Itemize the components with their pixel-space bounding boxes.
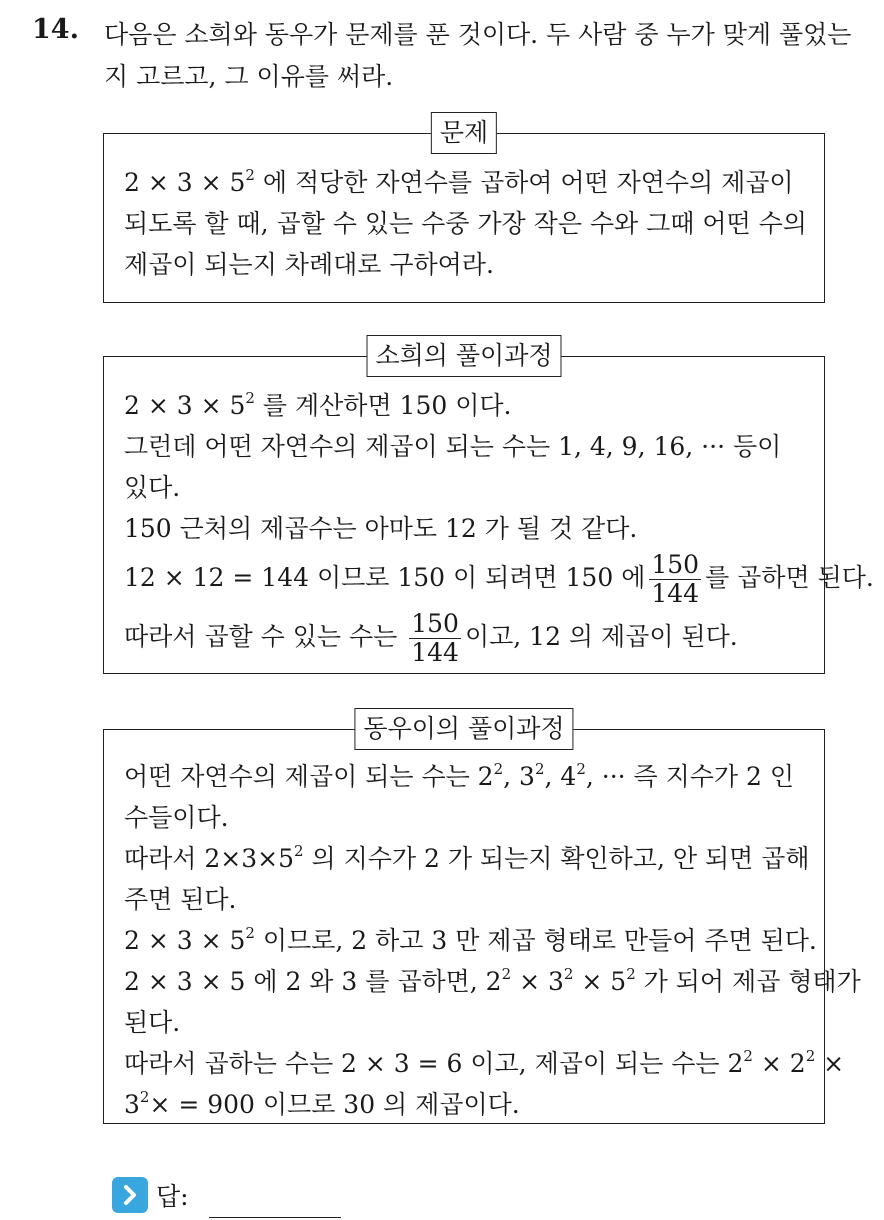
answer-input-line[interactable] bbox=[209, 1187, 341, 1218]
sohee-box-title: 소희의 풀이과정 bbox=[367, 335, 562, 377]
sohee-line-4: 150 근처의 제곱수는 아마도 12 가 될 것 같다. bbox=[124, 514, 638, 543]
dongwoo-line-5: $2 \times 3 \times 5^2$ 이므로, 2 하고 3 만 제곱 형태로 만들어 주면 된다. bbox=[124, 924, 817, 955]
sohee-line-6: 따라서 곱할 수 있는 수는 $\frac{150}{144}$ 이고, 12 의 제곱이 된다. bbox=[124, 609, 738, 667]
dongwoo-line-6: 2 × 3 × 5 에 2 와 3 를 곱하면, $2^2 \times 3^2 \times 5^2$ 가 되어 제곱 형태가 bbox=[124, 965, 861, 996]
dongwoo-box-title: 동우이의 풀이과정 bbox=[354, 708, 573, 750]
problem-line-1: $2 \times 3 \times 5^2$ 에 적당한 자연수를 곱하여 어떤 자연수의 제곱이 bbox=[124, 166, 794, 197]
question-text: 다음은 소희와 동우가 문제를 푼 것이다. 두 사람 중 누가 맞게 풀었는지 고르고, 그 이유를 써라. bbox=[104, 20, 852, 91]
dongwoo-line-1: 어떤 자연수의 제곱이 되는 수는 $2^2$, $3^2$, $4^2$, ··· 즉 지수가 2 인 bbox=[124, 760, 795, 791]
dongwoo-line-9: $3^2\times = 900$ 이므로 30 의 제곱이다. bbox=[124, 1088, 520, 1119]
problem-box-title: 문제 bbox=[431, 112, 497, 154]
dongwoo-line-8: 따라서 곱하는 수는 2 × 3 = 6 이고, 제곱이 되는 수는 $2^2 \times 2^2$ × bbox=[124, 1047, 845, 1078]
fraction: $\frac{150}{144}$ bbox=[651, 550, 700, 608]
sohee-line-1: $2 \times 3 \times 5^2$ 를 계산하면 150 이다. bbox=[124, 389, 512, 420]
sohee-line-2: 그런데 어떤 자연수의 제곱이 되는 수는 1, 4, 9, 16, ··· 등이 bbox=[124, 432, 782, 461]
question-number: 14. bbox=[32, 14, 79, 45]
dongwoo-line-3: 따라서 $2\times 3\times 5^2$ 의 지수가 2 가 되는지 확인하고, 안 되면 곱해 bbox=[124, 842, 810, 873]
problem-box bbox=[103, 118, 825, 303]
sohee-box-body bbox=[124, 385, 874, 667]
dongwoo-box-body bbox=[124, 756, 861, 1125]
chevron-right-icon bbox=[112, 1177, 148, 1213]
problem-line-3: 제곱이 되는지 차례대로 구하여라. bbox=[124, 250, 494, 279]
sohee-solution-box bbox=[103, 341, 874, 674]
problem-box-body bbox=[124, 162, 808, 285]
sohee-line-5: 12 × 12 = 144 이므로 150 이 되려면 150 에 $\frac{150}{144}$ 를 곱하면 된다. bbox=[124, 550, 874, 608]
fraction: $\frac{150}{144}$ bbox=[411, 609, 459, 667]
dongwoo-solution-box bbox=[103, 714, 861, 1124]
sohee-line-3: 있다. bbox=[124, 473, 181, 502]
dongwoo-line-2: 수들이다. bbox=[124, 803, 229, 832]
dongwoo-line-4: 주면 된다. bbox=[124, 885, 237, 914]
problem-line-2: 되도록 할 때, 곱할 수 있는 수중 가장 작은 수와 그때 어떤 수의 bbox=[124, 209, 807, 238]
dongwoo-line-7: 된다. bbox=[124, 1008, 181, 1037]
answer-row bbox=[112, 1175, 341, 1215]
answer-label: 답: bbox=[156, 1182, 189, 1211]
